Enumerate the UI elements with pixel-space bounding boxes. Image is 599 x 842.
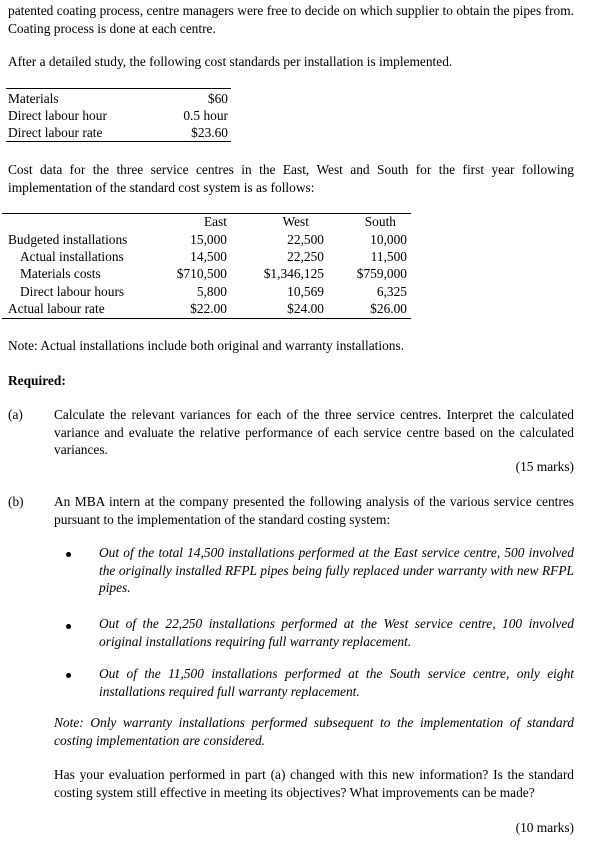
- column-header-west: West: [282, 214, 309, 229]
- part-a-marks: (15 marks): [515, 459, 574, 474]
- cell-south: 10,000: [370, 232, 407, 247]
- required-heading: Required:: [8, 373, 66, 388]
- standards-label: Direct labour hour: [8, 108, 107, 123]
- row-label: Actual labour rate: [8, 301, 105, 316]
- cell-west: $1,346,125: [263, 266, 324, 281]
- standards-value: $60: [207, 91, 228, 106]
- bullet-icon: [66, 624, 71, 629]
- row-label: Actual installations: [20, 249, 124, 264]
- row-label: Budgeted installations: [8, 232, 128, 247]
- part-b-marks: (10 marks): [515, 820, 574, 835]
- cell-west: 22,250: [287, 249, 324, 264]
- bullet-west: Out of the 22,250 installations performed at the West service centre, 100 involved original installations requiring full warranty replacement.: [99, 616, 574, 649]
- part-b-final-question: Has your evaluation performed in part (a) changed with this new information? Is the standard costing system still effective in meeting its objectives? What improvements can be made?: [54, 767, 574, 800]
- row-label: Direct labour hours: [20, 284, 125, 299]
- row-label: Materials costs: [20, 266, 101, 281]
- cell-east: $22.00: [190, 301, 227, 316]
- cell-east: 5,800: [196, 284, 227, 299]
- bullet-icon: [66, 673, 71, 678]
- bullet-south: Out of the 11,500 installations performed at the South service centre, only eight installations required full warranty replacement.: [99, 666, 574, 699]
- cell-west: $24.00: [287, 301, 324, 316]
- intro-paragraph: patented coating process, centre managers were free to decide on which supplier to obtain the pipes from. Coating process is done at each centre.: [8, 3, 574, 36]
- cell-east: $710,500: [176, 266, 227, 281]
- standards-value: $23.60: [191, 125, 228, 140]
- bullet-icon: [66, 552, 71, 557]
- standards-intro: After a detailed study, the following cost standards per installation is implemented.: [8, 54, 453, 69]
- part-a-question: Calculate the relevant variances for each of the three service centres. Interpret the calculated variance and evaluate the relative performance of each service centre based on the calculated variances.: [54, 407, 574, 457]
- cell-west: 22,500: [287, 232, 324, 247]
- standards-label: Direct labour rate: [8, 125, 103, 140]
- standards-label: Materials: [8, 91, 59, 106]
- warranty-note: Note: Only warranty installations performed subsequent to the implementation of standard costing implementation are considered.: [54, 715, 574, 748]
- part-b-label: (b): [8, 494, 24, 509]
- standards-value: 0.5 hour: [183, 108, 228, 123]
- column-header-east: East: [203, 214, 227, 229]
- cell-west: 10,569: [287, 284, 324, 299]
- cost-table-bottom-rule: [2, 318, 411, 319]
- cell-east: 15,000: [190, 232, 227, 247]
- cell-south: 11,500: [370, 249, 407, 264]
- part-b-question: An MBA intern at the company presented the following analysis of the various service centres pursuant to the implementation of the standard costing system:: [54, 494, 574, 527]
- cost-data-intro: Cost data for the three service centres in the East, West and South for the first year following implementation of the standard cost system is as follows:: [8, 162, 574, 195]
- part-a-label: (a): [8, 407, 23, 422]
- cell-east: 14,500: [190, 249, 227, 264]
- bullet-east: Out of the total 14,500 installations performed at the East service centre, 500 involved the originally installed RFPL pipes being fully replaced under warranty with new RFPL pipes.: [99, 545, 574, 595]
- cell-south: $26.00: [370, 301, 407, 316]
- installations-note: Note: Actual installations include both original and warranty installations.: [8, 338, 405, 353]
- standards-top-rule: [6, 88, 231, 89]
- cell-south: $759,000: [356, 266, 407, 281]
- column-header-south: South: [364, 214, 396, 229]
- cell-south: 6,325: [376, 284, 407, 299]
